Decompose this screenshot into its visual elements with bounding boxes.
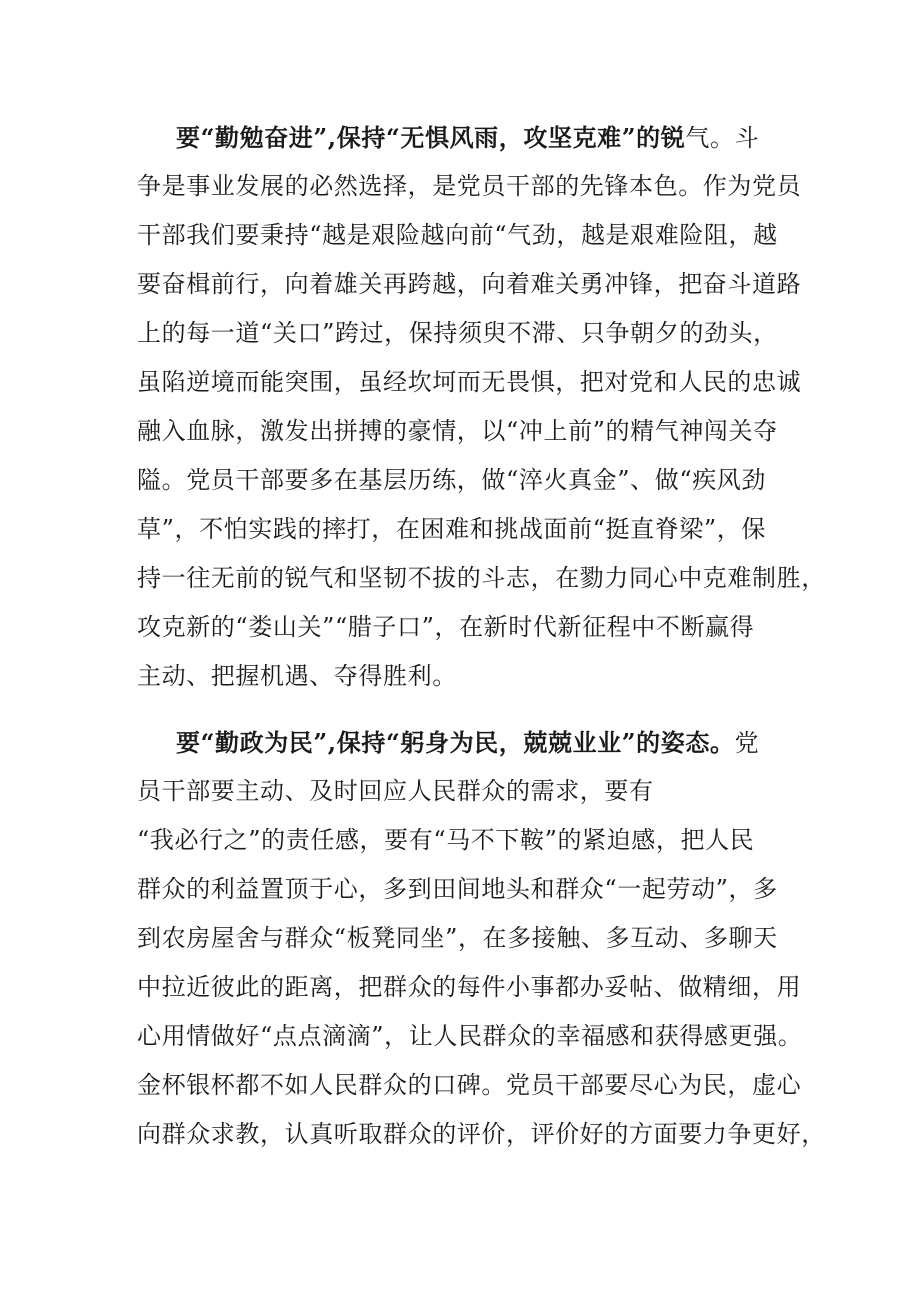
paragraph-2-line: 心用情做好“点点滴滴”，让人民群众的幸福感和获得感更强。 (137, 1022, 803, 1050)
paragraph-2-heading: 要“勤政为民”,保持“躬身为民，兢兢业业”的姿态。 (176, 728, 735, 757)
paragraph-2-line: “我必行之”的责任感，要有“马不下鞍”的紧迫感，把人民 (137, 826, 755, 854)
paragraph-2-line: 群众的利益置顶于心，多到田间地头和群众“一起劳动”，多 (137, 875, 778, 903)
paragraph-1-first-line (176, 116, 759, 160)
paragraph-2-heading-tail: 党 (734, 729, 760, 757)
paragraph-2-line: 员干部要主动、及时回应人民群众的需求，要有 (137, 777, 654, 805)
paragraph-2-line: 向群众求教，认真听取群众的评价，评价好的方面要力争更好， (137, 1120, 826, 1148)
paragraph-1-line: 持一往无前的锐气和坚韧不拔的斗志，在勠力同心中克难制胜， (137, 564, 826, 592)
paragraph-1-line: 攻克新的“娄山关”“腊子口”，在新时代新征程中不断赢得 (137, 613, 755, 641)
paragraph-1-line: 虽陷逆境而能突围，虽经坎坷而无畏惧，把对党和人民的忠诚 (137, 368, 802, 396)
paragraph-1-heading-tail: 气。斗 (685, 124, 760, 152)
paragraph-1-line: 争是事业发展的必然选择，是党员干部的先锋本色。作为党员 (137, 172, 802, 200)
paragraph-1-line: 草”，不怕实践的摔打，在困难和挑战面前“挺直脊梁”，保 (137, 515, 767, 543)
paragraph-1-line: 融入血脉，激发出拼搏的豪情，以“冲上前”的精气神闯关夺 (137, 417, 778, 445)
paragraph-1-line: 主动、把握机遇、夺得胜利。 (137, 662, 457, 690)
paragraph-2-line: 到农房屋舍与群众“板凳同坐”，在多接触、多互动、多聊天 (137, 924, 778, 952)
paragraph-1-line: 干部我们要秉持“越是艰险越向前“气劲，越是艰难险阻，越 (137, 221, 778, 249)
paragraph-2-line: 中拉近彼此的距离，把群众的每件小事都办妥帖、做精细，用 (137, 973, 802, 1001)
paragraph-2-first-line (176, 721, 759, 765)
paragraph-2-line: 金杯银杯都不如人民群众的口碑。党员干部要尽心为民，虚心 (137, 1071, 802, 1099)
paragraph-1-line: 上的每一道“关口”跨过，保持须臾不滞、只争朝夕的劲头， (137, 319, 778, 347)
paragraph-1-line: 要奋楫前行，向着雄关再跨越，向着难关勇冲锋，把奋斗道路 (137, 270, 802, 298)
paragraph-1-heading: 要“勤勉奋进”,保持“无惧风雨，攻坚克难”的锐 (176, 123, 686, 152)
paragraph-1-line: 隘。党员干部要多在基层历练，做“淬火真金”、做“疾风劲 (137, 466, 767, 494)
